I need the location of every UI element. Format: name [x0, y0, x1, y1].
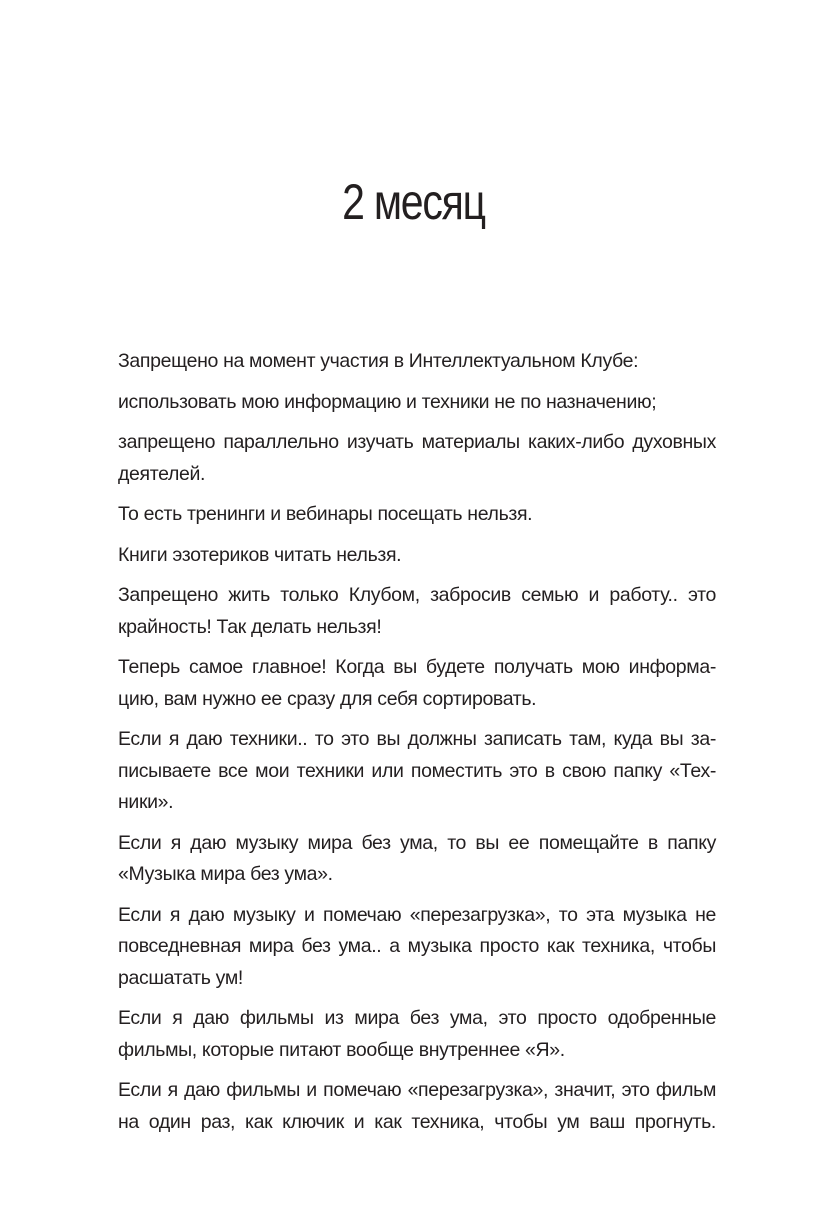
paragraph-8: [118, 724, 716, 819]
text-line: Книги эзотериков читать нельзя.: [118, 543, 402, 566]
text-line: ники».: [118, 791, 174, 813]
text-line: Теперь самое главное! Когда вы будете получать мою информа-: [118, 656, 716, 678]
chapter-title: 2 месяц: [342, 174, 485, 230]
text-line: Если я даю музыку мира без ума, то вы ее помещайте в папку: [118, 831, 716, 854]
text-line: писываете все мои техники или поместить это в свою папку «Тех-: [118, 759, 716, 782]
text-line: деятелей.: [118, 462, 206, 485]
paragraph-6: [118, 580, 716, 643]
paragraph-11: [118, 1003, 716, 1066]
text-line: То есть тренинги и вебинары посещать нельзя.: [118, 503, 533, 525]
paragraph-10: [118, 900, 716, 995]
text-line: Запрещено на момент участия в Интеллектуальном Клубе:: [118, 350, 639, 372]
paragraph-4: [118, 499, 716, 531]
text-line: запрещено параллельно изучать материалы каких-либо духовных: [118, 431, 716, 453]
text-line: цию, вам нужно ее сразу для себя сортировать.: [118, 687, 537, 710]
paragraph-12: [118, 1075, 716, 1138]
text-line: Если я даю фильмы из мира без ума, это просто одобренные: [118, 1007, 716, 1029]
text-line: Запрещено жить только Клубом, забросив семью и работу.. это: [118, 584, 716, 606]
paragraph-2: [118, 387, 716, 419]
text-line: на один раз, как ключик и как техника, чтобы ум ваш прогнуть.: [118, 1110, 716, 1133]
text-line: Если я даю фильмы и помечаю «перезагрузка», значит, это фильм: [118, 1079, 716, 1101]
text-line: фильмы, которые питают вообще внутреннее «Я».: [118, 1038, 565, 1061]
paragraph-3: [118, 427, 716, 490]
paragraph-7: [118, 652, 716, 715]
text-line: «Музыка мира без ума».: [118, 863, 333, 885]
text-line: использовать мою информацию и техники не по назначению;: [118, 390, 657, 413]
text-line: Если я даю музыку и помечаю «перезагрузка», то эта музыка не: [118, 903, 716, 926]
paragraph-9: [118, 828, 716, 891]
page-body-text: [118, 346, 716, 1147]
paragraph-5: [118, 540, 716, 572]
text-line: крайность! Так делать нельзя!: [118, 615, 382, 638]
text-line: расшатать ум!: [118, 966, 243, 989]
text-line: Если я даю техники.. то это вы должны записать там, куда вы за-: [118, 728, 716, 750]
paragraph-1: [118, 346, 716, 378]
text-line: повседневная мира без ума.. а музыка просто как техника, чтобы: [118, 935, 716, 957]
